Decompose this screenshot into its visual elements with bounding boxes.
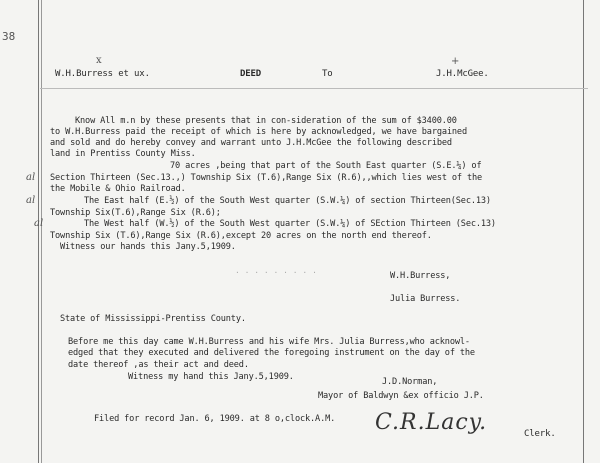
body-line-5: 70 acres ,being that part of the South East quarter (S.E.¼) of: [170, 161, 482, 171]
to-label: To: [322, 69, 333, 79]
margin-note-1: al: [26, 172, 36, 183]
grantee-name: J.H.McGee.: [436, 69, 489, 79]
body-line-1: Know All m.n by these presents that in con-sideration of the sum of $3400.00: [75, 116, 457, 126]
filed-line: Filed for record Jan. 6, 1909. at 8 o,clock.A.M.: [94, 414, 336, 424]
ack-line-2: edged that they executed and delivered the foregoing instrument on the day of the: [68, 348, 475, 358]
header-rule: [40, 88, 588, 89]
signature-grantor: W.H.Burress,: [390, 271, 451, 281]
state-county-line: State of Mississippi-Prentiss County.: [60, 314, 246, 324]
ack-line-4: Witness my hand this Jany.5,1909.: [128, 372, 294, 382]
ack-line-1: Before me this day came W.H.Burress and his wife Mrs. Julia Burress,who acknowl-: [68, 337, 470, 347]
notary-name: J.D.Norman,: [382, 377, 438, 387]
mark-cross: +: [451, 56, 460, 67]
body-line-4: land in Prentiss County Miss.: [50, 149, 196, 159]
grantor-name: W.H.Burress et ux.: [55, 69, 150, 79]
body-line-8: The East half (E.½) of the South West quarter (S.W.¼) of section Thirteen(Sec.13): [84, 196, 491, 206]
ack-line-3: date thereof ,as their act and deed.: [68, 360, 249, 370]
clerk-signature: C.R.Lacy.: [375, 410, 488, 435]
body-line-6: Section Thirteen (Sec.13.,) Township Six (T.6),Range Six (R.6),,which lies west of the: [50, 173, 483, 183]
left-margin-rule: [38, 0, 39, 463]
right-margin-rule: [583, 0, 584, 463]
signature-wife: Julia Burress.: [390, 294, 461, 304]
body-line-2: to W.H.Burress paid the receipt of which is here by acknowledged, we have bargained: [50, 127, 467, 137]
mark-x: x: [96, 55, 102, 66]
clerk-label: Clerk.: [524, 429, 556, 439]
body-line-10: The West half (W.½) of the South West quarter (S.W.¼) of SEction Thirteen (Sec.13): [84, 219, 496, 229]
notary-title: Mayor of Baldwyn &ex officio J.P.: [318, 391, 484, 401]
margin-note-2: al: [26, 195, 36, 206]
body-line-11: Township Six (T.6),Range Six (R.6),except 20 acres on the north end thereof.: [50, 231, 432, 241]
body-line-3: and sold and do hereby convey and warrant unto J.H.McGee the following described: [50, 138, 452, 148]
margin-note-3: al: [34, 218, 44, 229]
left-margin-rule-inner: [41, 0, 42, 463]
faded-text-mark: · · · · · · · · ·: [235, 268, 317, 277]
body-line-9: Township Six(T.6),Range Six (R.6);: [50, 208, 221, 218]
instrument-type: DEED: [240, 69, 262, 79]
body-line-7: the Mobile & Ohio Railroad.: [50, 184, 186, 194]
body-line-12: Witness our hands this Jany.5,1909.: [60, 242, 236, 252]
page-number: 38: [2, 30, 16, 43]
